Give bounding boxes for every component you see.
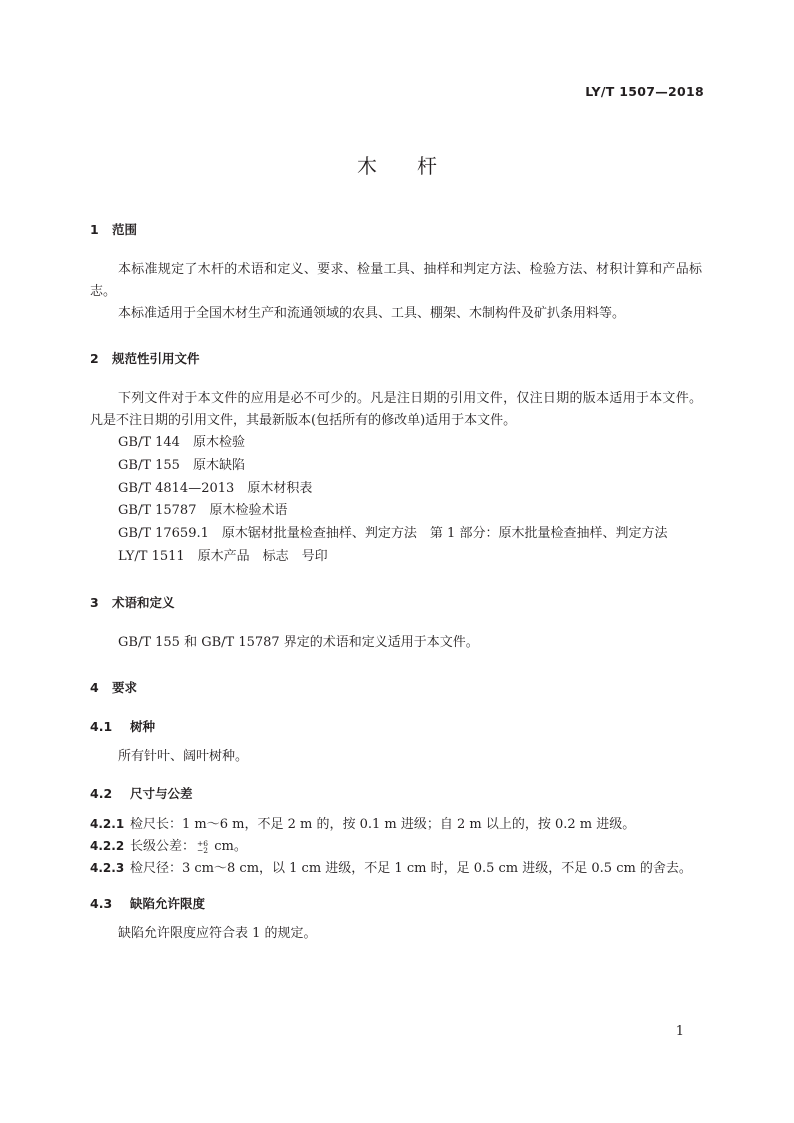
reference-item: GB/T 155 原木缺陷	[118, 458, 245, 473]
section-4-3-paragraph: 缺陷允许限度应符合表 1 的规定。	[118, 926, 317, 941]
document-title	[0, 150, 794, 179]
clause-4-2-2: 4.2.2 长级公差： +6 −2 cm。	[90, 838, 247, 855]
section-4-1-paragraph: 所有针叶、阔叶树种。	[118, 749, 249, 764]
section-1-heading: 1 范围	[90, 222, 138, 237]
section-4-3-heading: 4.3 缺陷允许限度	[90, 896, 206, 911]
reference-item: GB/T 4814—2013 原木材积表	[118, 481, 313, 496]
clause-4-2-3: 4.2.3 检尺径：3 cm～8 cm，以 1 cm 进级，不足 1 cm 时，足 0.5 cm 进级，不足 0.5 cm 的舍去。	[90, 861, 692, 876]
section-3-heading: 3 术语和定义	[90, 595, 175, 610]
section-3-paragraph-1: GB/T 155 和 GB/T 15787 界定的术语和定义适用于本文件。	[118, 635, 479, 650]
title-char-1: 木	[357, 154, 377, 178]
reference-item: GB/T 144 原木检验	[118, 435, 245, 450]
section-4-2-heading: 4.2 尺寸与公差	[90, 786, 193, 801]
clause-4-2-1: 4.2.1 检尺长：1 m～6 m，不足 2 m 的，按 0.1 m 进级；自 2 m 以上的，按 0.2 m 进级。	[90, 817, 636, 832]
reference-item: LY/T 1511 原木产品 标志 号印	[118, 549, 328, 564]
reference-item: GB/T 15787 原木检验术语	[118, 503, 288, 518]
section-1-paragraph-1: 本标准规定了木杆的术语和定义、要求、检量工具、抽样和判定方法、检验方法、材积计算和产品标志。	[90, 262, 702, 299]
section-4-heading: 4 要求	[90, 680, 138, 695]
standard-code: LY/T 1507—2018	[585, 84, 704, 99]
title-char-2: 杆	[417, 154, 437, 178]
section-2-paragraph-1: 下列文件对于本文件的应用是必不可少的。凡是注日期的引用文件，仅注日期的版本适用于本文件。凡是不注日期的引用文件，其最新版本(包括所有的修改单)适用于本文件。	[90, 391, 702, 428]
page-number: 1	[675, 1024, 684, 1039]
reference-item: GB/T 17659.1 原木锯材批量检查抽样、判定方法 第 1 部分：原木批量检查抽样、判定方法	[118, 526, 668, 541]
tolerance-stack: +6 −2	[197, 838, 209, 855]
section-4-1-heading: 4.1 树种	[90, 719, 156, 734]
section-1-paragraph-2: 本标准适用于全国木材生产和流通领域的农具、工具、棚架、木制构件及矿扒条用料等。	[118, 306, 626, 321]
section-2-heading: 2 规范性引用文件	[90, 351, 200, 366]
